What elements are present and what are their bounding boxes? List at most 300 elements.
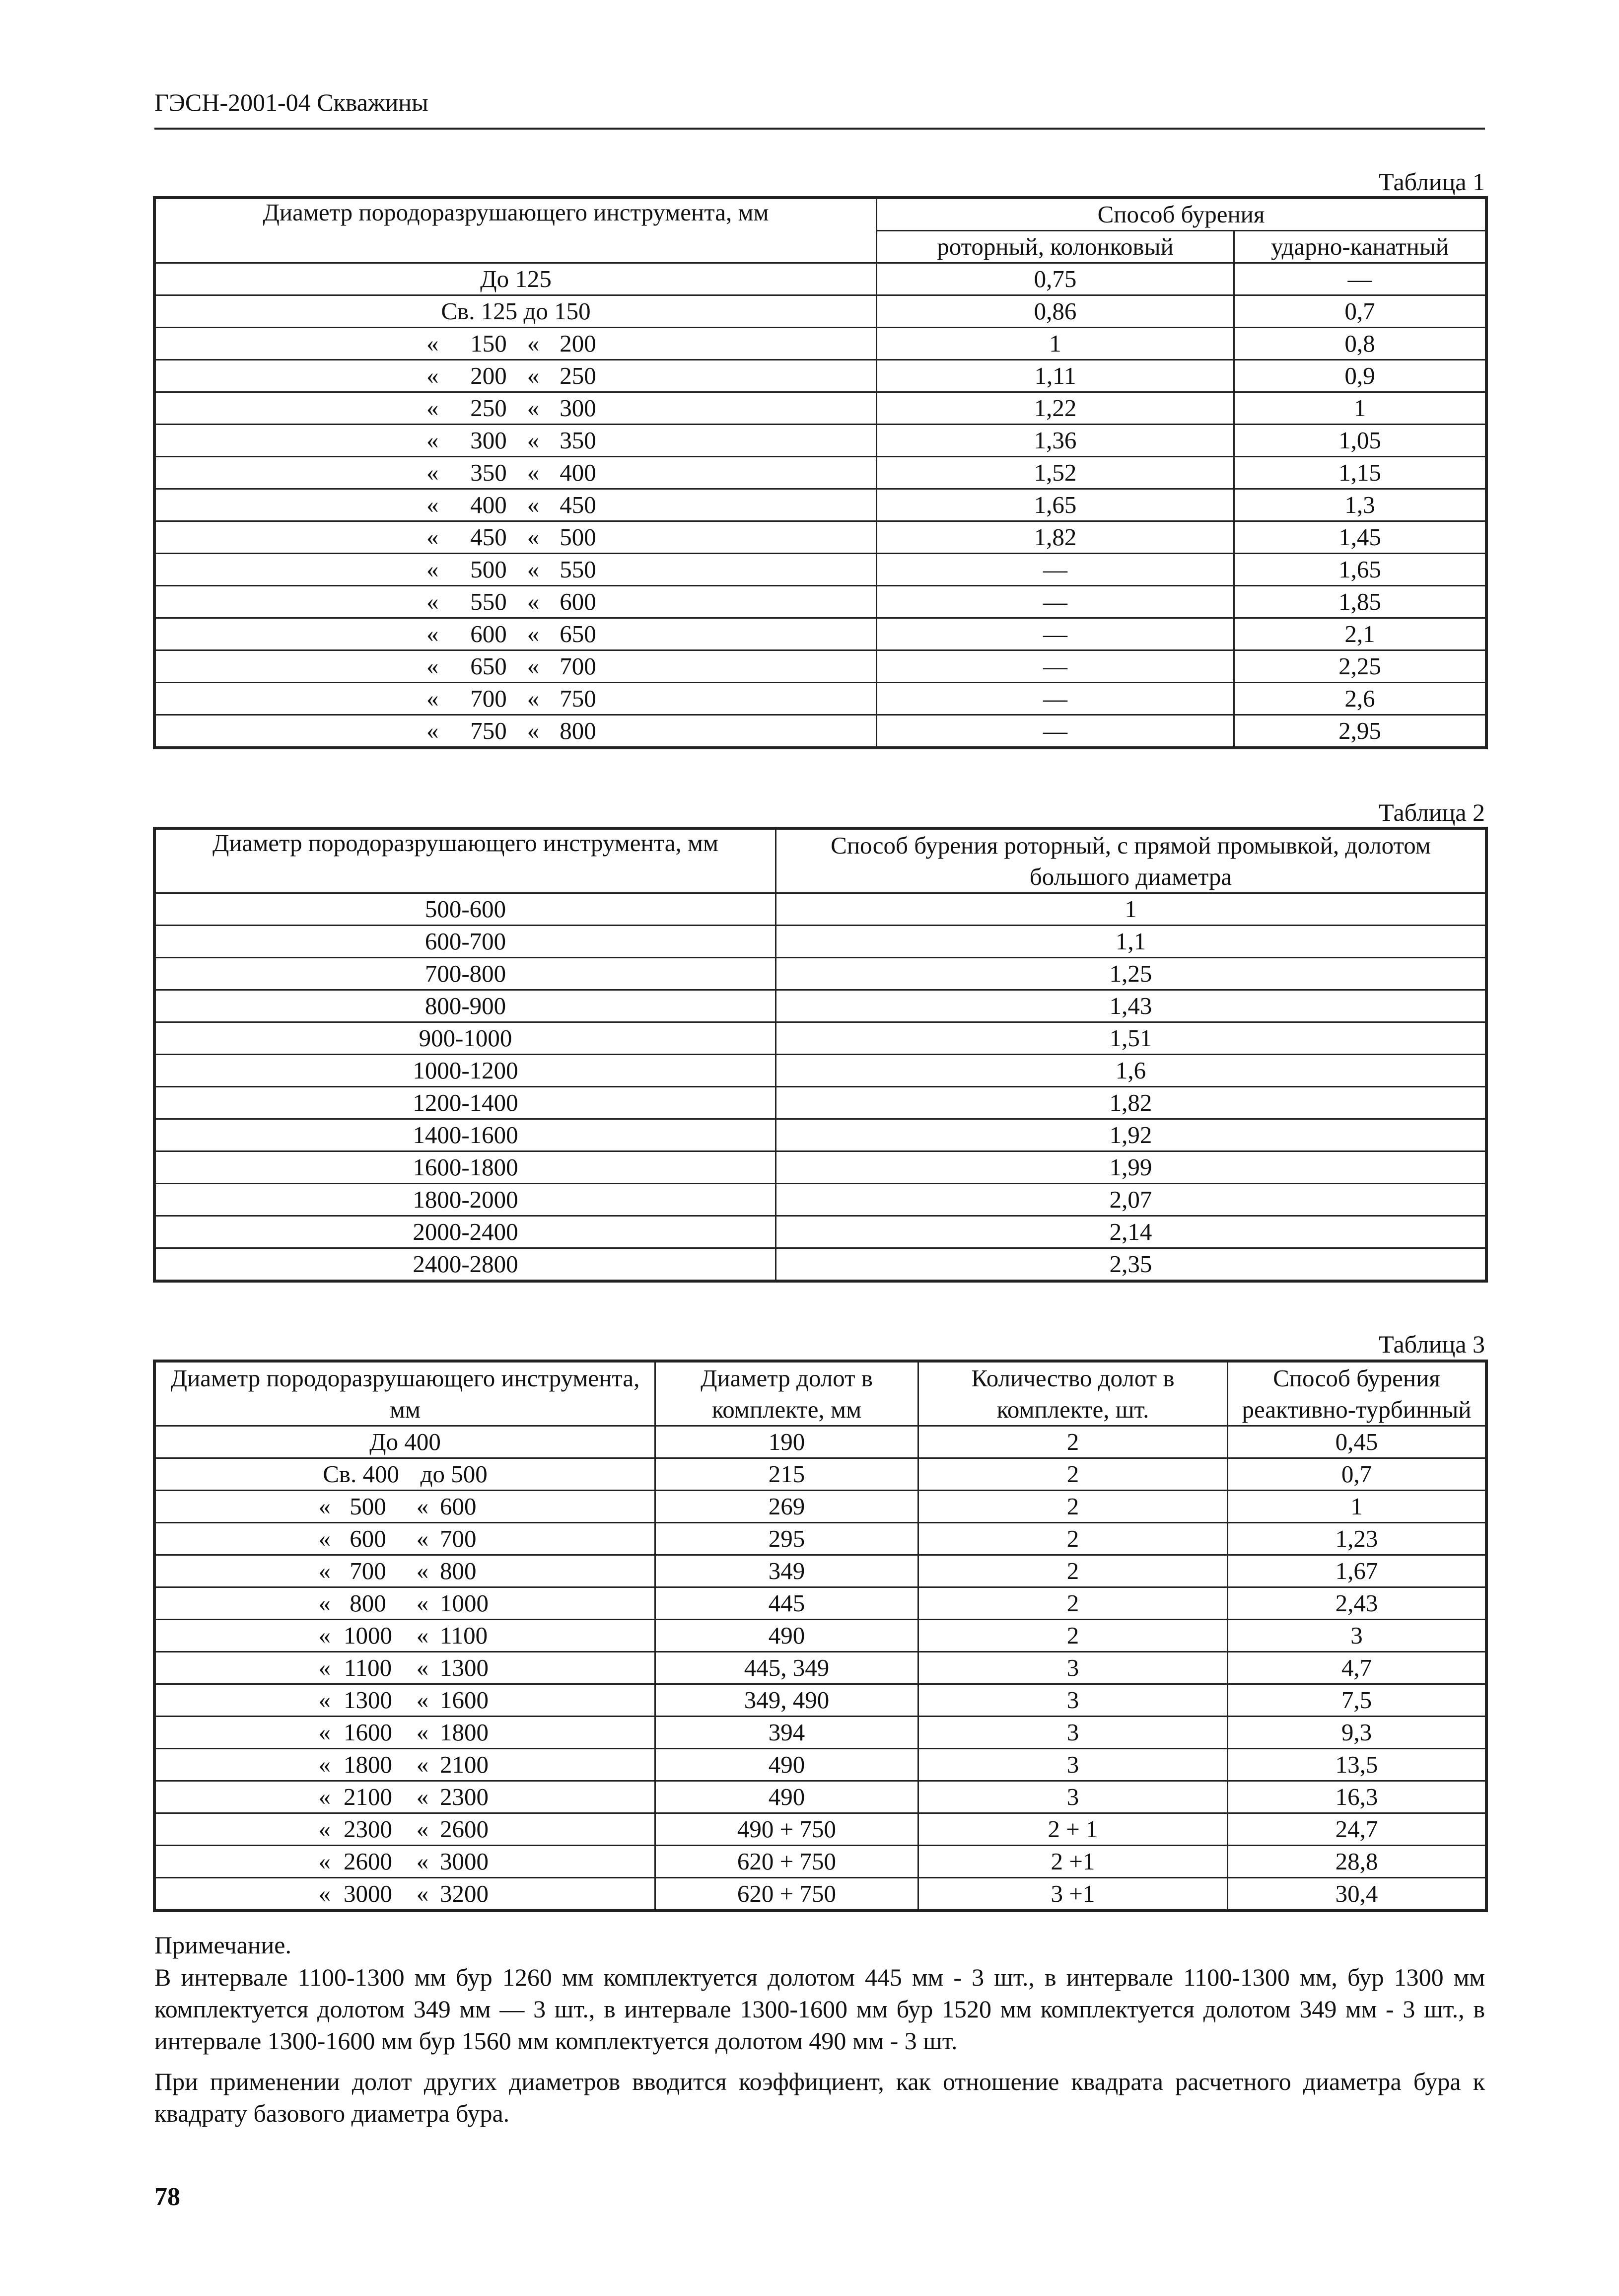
table1-cell-cable: 1,85	[1234, 586, 1486, 618]
table3-cell-count: 2	[918, 1426, 1228, 1458]
table3-header-diameter: Диаметр породоразрушающего инструмента, мм	[155, 1362, 655, 1426]
range-label	[296, 1589, 514, 1617]
table2-cell-value: 2,35	[776, 1248, 1486, 1281]
table2-cell-range: 1600-1800	[155, 1151, 776, 1184]
quote-mark: «	[416, 1848, 429, 1875]
quote-mark: «	[416, 1880, 429, 1907]
table3-cell-count: 3	[918, 1652, 1228, 1684]
range-label	[296, 1686, 514, 1714]
table-row	[155, 1491, 1486, 1523]
quote-mark: «	[318, 1525, 331, 1552]
table3-from-label: Св. 400	[323, 1460, 400, 1488]
table3-cell-count: 3	[918, 1717, 1228, 1749]
table3-cell-count: 2	[918, 1491, 1228, 1523]
table3-cell-coef: 3	[1228, 1620, 1486, 1652]
table3-cell-count: 2 + 1	[918, 1813, 1228, 1846]
table-row	[155, 1151, 1486, 1184]
table3-cell-coef: 13,5	[1228, 1749, 1486, 1781]
table3-cell-coef: 9,3	[1228, 1717, 1486, 1749]
table1-cell-rotary: 1,36	[877, 425, 1234, 457]
quote-mark: «	[527, 523, 540, 551]
table1-cell-cable: 2,25	[1234, 650, 1486, 683]
range-to: 600	[560, 588, 596, 615]
quote-mark: «	[416, 1622, 429, 1649]
table3-cell-bits: 349, 490	[655, 1684, 918, 1717]
table-row	[155, 328, 1486, 360]
table3-cell-bits: 295	[655, 1523, 918, 1555]
range-from: 400	[470, 491, 507, 518]
table3-cell-count: 3	[918, 1684, 1228, 1717]
table3-cell-diameter	[155, 1555, 655, 1587]
range-to: 650	[560, 620, 596, 647]
table3-cell-count: 3	[918, 1749, 1228, 1781]
table-row	[155, 554, 1486, 586]
quote-mark: «	[426, 362, 439, 389]
range-to: 200	[560, 330, 596, 357]
table3-header-bit-diameter: Диаметр долот в комплекте, мм	[655, 1362, 918, 1426]
table-row	[155, 1587, 1486, 1620]
table1-header-method: Способ бурения	[877, 199, 1486, 231]
table-row	[155, 1022, 1486, 1055]
note-paragraph-1: В интервале 1100-1300 мм бур 1260 мм комплектуется долотом 445 мм - 3 шт., в интервале 1100-1300 мм, бур 1300 мм комплектуется долотом 349 мм — 3 шт., в интервале 1300-1600 мм бур 1520 мм комплектуется долотом 349 мм - 3 шт., в интервале 1300-1600 мм бур 1560 мм комплектуется долотом 490 мм - 3 шт.	[154, 1963, 1485, 2055]
range-label	[426, 556, 605, 583]
table-row	[155, 926, 1486, 958]
table1-cell-diameter	[155, 715, 877, 747]
table1-cell-cable: 1,45	[1234, 521, 1486, 554]
table2-cell-range: 2400-2800	[155, 1248, 776, 1281]
table1-header-diameter: Диаметр породоразрушающего инструмента, мм	[155, 199, 877, 263]
range-label	[296, 1557, 514, 1584]
table1-cell-rotary: 1,82	[877, 521, 1234, 554]
table-row	[155, 425, 1486, 457]
table2-cell-value: 1,51	[776, 1022, 1486, 1055]
table3-to-label: до 500	[420, 1460, 488, 1488]
table1-cell-rotary: —	[877, 586, 1234, 618]
range-label	[426, 588, 605, 615]
table3-cell-diameter	[155, 1652, 655, 1684]
table2-cell-value: 1,92	[776, 1119, 1486, 1151]
quote-mark: «	[416, 1815, 429, 1843]
table2-cell-value: 2,07	[776, 1184, 1486, 1216]
range-to: 1300	[440, 1654, 489, 1681]
table3-cell-coef: 0,7	[1228, 1458, 1486, 1491]
quote-mark: «	[426, 330, 439, 357]
range-label	[426, 718, 605, 744]
table2-cell-value: 2,14	[776, 1216, 1486, 1248]
quote-mark: «	[527, 491, 540, 518]
quote-mark: «	[426, 652, 439, 680]
quote-mark: «	[426, 556, 439, 583]
range-label	[296, 1848, 514, 1875]
table3-cell-coef: 1,67	[1228, 1555, 1486, 1587]
quote-mark: «	[426, 523, 439, 551]
table3-cell-count: 2	[918, 1523, 1228, 1555]
range-from: 2600	[344, 1848, 392, 1875]
range-label	[426, 427, 605, 454]
table3-cell-count: 2 +1	[918, 1846, 1228, 1878]
table3-cell-bits: 620 + 750	[655, 1846, 918, 1878]
range-label	[296, 1815, 514, 1843]
table1-cell-rotary: —	[877, 715, 1234, 747]
range-from: 700	[470, 685, 507, 712]
quote-mark: «	[527, 556, 540, 583]
range-to: 700	[560, 652, 596, 680]
table3-cell-bits: 215	[655, 1458, 918, 1491]
quote-mark: «	[426, 717, 439, 744]
table-row	[155, 489, 1486, 521]
range-from: 800	[350, 1589, 386, 1617]
quote-mark: «	[527, 652, 540, 680]
quote-mark: «	[416, 1751, 429, 1778]
table1-cell-diameter	[155, 489, 877, 521]
table1-cell-cable: 1,15	[1234, 457, 1486, 489]
range-label	[296, 1622, 514, 1649]
table-row	[155, 1523, 1486, 1555]
table3-cell-coef: 28,8	[1228, 1846, 1486, 1878]
table3-cell-bits: 190	[655, 1426, 918, 1458]
table1-cell-diameter	[155, 618, 877, 650]
table1-cell-cable: —	[1234, 263, 1486, 295]
table1-cell-diameter	[155, 328, 877, 360]
range-to: 3000	[440, 1848, 489, 1875]
table3-cell-coef: 30,4	[1228, 1878, 1486, 1910]
table-row	[155, 1684, 1486, 1717]
table3-cell-diameter	[155, 1717, 655, 1749]
range-label	[296, 1493, 514, 1520]
range-to: 2600	[440, 1815, 489, 1843]
table1-cell-diameter	[155, 586, 877, 618]
quote-mark: «	[416, 1783, 429, 1810]
quote-mark: «	[527, 588, 540, 615]
table1-cell-diameter	[155, 683, 877, 715]
table1-cell-rotary: 0,75	[877, 263, 1234, 295]
table1-cell-diameter	[155, 425, 877, 457]
table2-cell-range: 1200-1400	[155, 1087, 776, 1119]
table3-cell-diameter	[155, 1781, 655, 1813]
quote-mark: «	[527, 427, 540, 454]
quote-mark: «	[527, 620, 540, 647]
table2-header-method: Способ бурения роторный, с прямой промывкой, долотом большого диаметра	[776, 829, 1486, 893]
table3-cell-coef: 24,7	[1228, 1813, 1486, 1846]
range-from: 600	[470, 620, 507, 647]
table-row	[155, 457, 1486, 489]
table3-cell-diameter	[155, 1523, 655, 1555]
range-label	[296, 1751, 514, 1778]
table3-cell-diameter	[155, 1491, 655, 1523]
page-number: 78	[154, 2183, 180, 2211]
range-label	[426, 685, 605, 712]
table-row	[155, 650, 1486, 683]
range-to: 450	[560, 491, 596, 518]
table2-cell-value: 1,6	[776, 1055, 1486, 1087]
table3-cell-bits: 394	[655, 1717, 918, 1749]
table1-cell-rotary: 1,52	[877, 457, 1234, 489]
range-to: 2300	[440, 1783, 489, 1810]
table-row	[155, 1119, 1486, 1151]
table1-cell-cable: 0,8	[1234, 328, 1486, 360]
range-from: 1100	[344, 1654, 392, 1681]
quote-mark: «	[416, 1719, 429, 1746]
table-row	[155, 1717, 1486, 1749]
table3-cell-bits: 269	[655, 1491, 918, 1523]
table-row	[155, 1216, 1486, 1248]
table-row	[155, 1652, 1486, 1684]
table-row	[155, 715, 1486, 747]
table3-cell-coef: 2,43	[1228, 1587, 1486, 1620]
table3-cell-bits: 490	[655, 1620, 918, 1652]
table-row	[155, 990, 1486, 1022]
table2-cell-range: 600-700	[155, 926, 776, 958]
table3-cell-diameter	[155, 1684, 655, 1717]
table1-cell-cable: 1,3	[1234, 489, 1486, 521]
table3-cell-coef: 1	[1228, 1491, 1486, 1523]
range-label	[426, 395, 605, 422]
table3-cell-bits: 490 + 750	[655, 1813, 918, 1846]
table-row	[155, 295, 1486, 328]
range-from: 150	[470, 330, 507, 357]
quote-mark: «	[416, 1493, 429, 1520]
range-label	[296, 1880, 514, 1907]
quote-mark: «	[416, 1654, 429, 1681]
range-to: 800	[560, 717, 596, 744]
quote-mark: «	[416, 1589, 429, 1617]
table3-header-bit-count: Количество долот в комплекте, шт.	[918, 1362, 1228, 1426]
range-to: 1100	[440, 1622, 488, 1649]
table2-cell-value: 1,82	[776, 1087, 1486, 1119]
table3-cell-coef: 16,3	[1228, 1781, 1486, 1813]
table-row	[155, 683, 1486, 715]
table-row	[155, 618, 1486, 650]
range-to: 3200	[440, 1880, 489, 1907]
quote-mark: «	[426, 588, 439, 615]
range-label	[296, 1525, 514, 1552]
table1-header-rotary: роторный, колонковый	[877, 231, 1234, 263]
range-from: 500	[470, 556, 507, 583]
range-from: 350	[470, 459, 507, 486]
range-from: 550	[470, 588, 507, 615]
range-to: 400	[560, 459, 596, 486]
range-to: 750	[560, 685, 596, 712]
range-label	[426, 653, 605, 680]
quote-mark: «	[318, 1751, 331, 1778]
table1-cell-cable: 0,7	[1234, 295, 1486, 328]
range-to: 300	[560, 394, 596, 422]
range-label	[426, 621, 605, 647]
table1-cell-cable: 2,95	[1234, 715, 1486, 747]
table2-cell-range: 900-1000	[155, 1022, 776, 1055]
range-from: 1800	[344, 1751, 392, 1778]
table-row	[155, 1878, 1486, 1910]
table2-caption: Таблица 2	[1379, 798, 1485, 826]
table-row	[155, 1749, 1486, 1781]
range-from: 3000	[344, 1880, 392, 1907]
table1-header-cable: ударно-канатный	[1234, 231, 1486, 263]
table1-cell-diameter: До 125	[155, 263, 877, 295]
range-from: 1000	[344, 1622, 392, 1649]
table-row	[155, 392, 1486, 425]
table2-cell-value: 1,1	[776, 926, 1486, 958]
range-from: 450	[470, 523, 507, 551]
quote-mark: «	[527, 459, 540, 486]
table1-cell-diameter	[155, 650, 877, 683]
table1-caption: Таблица 1	[1379, 168, 1485, 196]
table-row	[155, 263, 1486, 295]
range-to: 1000	[440, 1589, 489, 1617]
range-label	[426, 362, 605, 389]
range-label	[296, 1719, 514, 1746]
quote-mark: «	[527, 685, 540, 712]
range-to: 800	[440, 1557, 477, 1584]
table1-cell-rotary: 1,65	[877, 489, 1234, 521]
quote-mark: «	[527, 362, 540, 389]
table-row	[155, 521, 1486, 554]
range-to: 700	[440, 1525, 477, 1552]
quote-mark: «	[527, 394, 540, 422]
table1-cell-diameter	[155, 521, 877, 554]
table1-cell-cable: 2,1	[1234, 618, 1486, 650]
table1-cell-diameter: Св. 125 до 150	[155, 295, 877, 328]
table3-cell-bits: 620 + 750	[655, 1878, 918, 1910]
quote-mark: «	[318, 1557, 331, 1584]
table-row	[155, 586, 1486, 618]
range-to: 550	[560, 556, 596, 583]
quote-mark: «	[318, 1848, 331, 1875]
range-from: 2100	[344, 1783, 392, 1810]
range-label	[296, 1783, 514, 1810]
table-row	[155, 1248, 1486, 1281]
table-row	[155, 1184, 1486, 1216]
quote-mark: «	[318, 1686, 331, 1714]
range-from: 200	[470, 362, 507, 389]
quote-mark: «	[426, 394, 439, 422]
range-to: 1800	[440, 1719, 489, 1746]
table2-header-diameter: Диаметр породоразрушающего инструмента, мм	[155, 829, 776, 893]
table1-cell-rotary: 0,86	[877, 295, 1234, 328]
table2-cell-range: 1800-2000	[155, 1184, 776, 1216]
running-header: ГЭСН-2001-04 Скважины	[154, 88, 428, 116]
table2-cell-range: 1000-1200	[155, 1055, 776, 1087]
table3-cell-diameter	[155, 1878, 655, 1910]
range-to: 600	[440, 1493, 477, 1520]
table-row	[155, 1555, 1486, 1587]
quote-mark: «	[527, 330, 540, 357]
table3	[154, 1361, 1486, 1911]
table2-cell-range: 500-600	[155, 893, 776, 926]
table1-cell-cable: 1,65	[1234, 554, 1486, 586]
range-label	[426, 459, 605, 486]
table2-cell-range: 700-800	[155, 958, 776, 990]
table3-cell-count: 2	[918, 1587, 1228, 1620]
table1	[154, 198, 1486, 748]
range-from: 700	[350, 1557, 386, 1584]
quote-mark: «	[416, 1557, 429, 1584]
quote-mark: «	[318, 1654, 331, 1681]
quote-mark: «	[318, 1880, 331, 1907]
quote-mark: «	[426, 620, 439, 647]
range-from: 650	[470, 652, 507, 680]
table1-cell-diameter	[155, 392, 877, 425]
range-from: 2300	[344, 1815, 392, 1843]
quote-mark: «	[426, 685, 439, 712]
quote-mark: «	[318, 1783, 331, 1810]
note-paragraph-2: При применении долот других диаметров вводится коэффициент, как отношение квадрата расчетного диаметра бура к квадрату базового диаметра бура.	[154, 2068, 1485, 2127]
table3-cell-bits: 490	[655, 1749, 918, 1781]
range-to: 350	[560, 427, 596, 454]
table2-cell-value: 1,99	[776, 1151, 1486, 1184]
table3-cell-diameter	[155, 1620, 655, 1652]
table1-cell-diameter	[155, 457, 877, 489]
table3-header-method: Способ бурения реактивно-турбинный	[1228, 1362, 1486, 1426]
table3-cell-coef: 7,5	[1228, 1684, 1486, 1717]
range-from: 500	[350, 1493, 386, 1520]
range-from: 1300	[344, 1686, 392, 1714]
table2-cell-value: 1	[776, 893, 1486, 926]
table-row	[155, 360, 1486, 392]
table3-cell-coef: 0,45	[1228, 1426, 1486, 1458]
table1-cell-rotary: 1	[877, 328, 1234, 360]
quote-mark: «	[318, 1815, 331, 1843]
note-title: Примечание.	[154, 1931, 292, 1959]
table3-cell-count: 2	[918, 1620, 1228, 1652]
quote-mark: «	[426, 491, 439, 518]
table2-cell-value: 1,43	[776, 990, 1486, 1022]
table3-cell-diameter	[155, 1749, 655, 1781]
quote-mark: «	[318, 1493, 331, 1520]
table3-cell-count: 2	[918, 1555, 1228, 1587]
table3-cell-count: 2	[918, 1458, 1228, 1491]
quote-mark: «	[426, 427, 439, 454]
range-label	[426, 524, 605, 551]
table-row	[155, 1087, 1486, 1119]
table-row	[155, 1781, 1486, 1813]
table3-cell-coef: 4,7	[1228, 1652, 1486, 1684]
range-to: 1600	[440, 1686, 489, 1714]
table1-cell-rotary: 1,11	[877, 360, 1234, 392]
range-label	[426, 330, 605, 357]
table-row	[155, 958, 1486, 990]
table3-cell-count: 3 +1	[918, 1878, 1228, 1910]
table3-cell-bits: 490	[655, 1781, 918, 1813]
table3-cell-bits: 349	[655, 1555, 918, 1587]
range-label	[296, 1654, 514, 1681]
table1-cell-cable: 1	[1234, 392, 1486, 425]
table2-cell-range: 800-900	[155, 990, 776, 1022]
table3-cell-diameter	[155, 1458, 655, 1491]
range-to: 2100	[440, 1751, 489, 1778]
range-to: 250	[560, 362, 596, 389]
range-label	[426, 492, 605, 518]
table1-cell-diameter	[155, 360, 877, 392]
table3-cell-bits: 445, 349	[655, 1652, 918, 1684]
table3-cell-diameter	[155, 1846, 655, 1878]
table3-cell-coef: 1,23	[1228, 1523, 1486, 1555]
table2-cell-range: 1400-1600	[155, 1119, 776, 1151]
table-row	[155, 1426, 1486, 1458]
range-from: 1600	[344, 1719, 392, 1746]
table1-cell-rotary: —	[877, 554, 1234, 586]
range-from: 750	[470, 717, 507, 744]
table2-cell-value: 1,25	[776, 958, 1486, 990]
table-row	[155, 1813, 1486, 1846]
table2	[154, 828, 1486, 1281]
range-to: 500	[560, 523, 596, 551]
table-row	[155, 1458, 1486, 1491]
table1-cell-cable: 2,6	[1234, 683, 1486, 715]
table1-cell-rotary: —	[877, 618, 1234, 650]
range-from: 600	[350, 1525, 386, 1552]
table3-cell-bits: 445	[655, 1587, 918, 1620]
table-row	[155, 1620, 1486, 1652]
